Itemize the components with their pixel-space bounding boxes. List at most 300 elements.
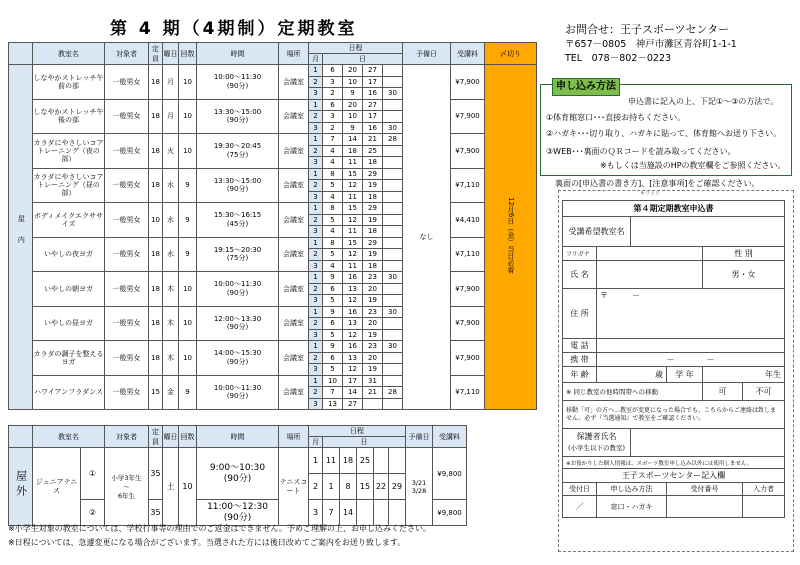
schedule-day: 12 — [343, 249, 363, 261]
schedule-month: 3 — [309, 295, 323, 307]
outdoor-day — [357, 500, 374, 526]
o-header-place: 場所 — [279, 426, 309, 448]
schedule-month: 2 — [309, 214, 323, 226]
schedule-day — [383, 364, 403, 376]
o-header-prep: 予備日 — [406, 426, 433, 448]
header-month: 月 — [309, 54, 323, 65]
outdoor-place: テニスコート — [279, 448, 309, 526]
header-deadline: 〆切り — [485, 43, 537, 65]
schedule-day: 28 — [383, 134, 403, 146]
schedule-day: 31 — [363, 375, 383, 387]
outdoor-cap-1: 35 — [149, 448, 163, 500]
class-fee: ¥7,110 — [451, 237, 485, 272]
class-place: 会議室 — [279, 168, 309, 203]
class-time: 19:15～20:30 (75分) — [197, 237, 279, 272]
header-schedule: 日程 — [309, 43, 403, 54]
form-move-note: 移動「可」の方へ…教室が変更になった場合でも、こちらからご連絡は致しません。必ず『当選通知』で教室をご確認ください。 — [563, 401, 785, 429]
schedule-day: 12 — [343, 364, 363, 376]
schedule-day: 18 — [363, 226, 383, 238]
indoor-label: 屋内 — [9, 65, 33, 410]
schedule-day: 8 — [323, 203, 343, 215]
cut-line-label: キリトリ — [640, 191, 661, 197]
schedule-day: 9 — [323, 272, 343, 284]
outdoor-mark-2: ② — [81, 500, 105, 526]
schedule-day: 4 — [323, 191, 343, 203]
indoor-body — [9, 65, 537, 410]
schedule-day: 6 — [323, 352, 343, 364]
class-fee: ¥7,900 — [451, 272, 485, 307]
class-target: 一般男女 — [105, 168, 149, 203]
o-header-count: 回数 — [179, 426, 197, 448]
outdoor-day: 25 — [357, 448, 374, 474]
class-capacity: 18 — [149, 65, 163, 100]
header-prep: 予備日 — [403, 43, 451, 65]
form-gender-choice[interactable]: 男・女 — [703, 261, 785, 289]
schedule-day — [363, 398, 383, 410]
class-capacity: 18 — [149, 168, 163, 203]
outdoor-mark-1: ① — [81, 448, 105, 500]
schedule-day: 5 — [323, 329, 343, 341]
schedule-day: 20 — [363, 283, 383, 295]
schedule-day: 17 — [363, 76, 383, 88]
apply-method-3-note: ※もしくは当施設のHPの教室欄をご参照ください。 — [600, 161, 786, 170]
form-phone-input[interactable] — [597, 339, 785, 353]
class-sessions: 9 — [179, 237, 197, 272]
class-capacity: 10 — [149, 203, 163, 238]
class-sessions: 10 — [179, 306, 197, 341]
class-name: ハワイアンフラダンス — [33, 375, 105, 410]
schedule-day: 23 — [363, 272, 383, 284]
class-name: ボディメイクエクササイズ — [33, 203, 105, 238]
class-time: 12:00～13:30 (90分) — [197, 306, 279, 341]
form-guardian-label: 保護者氏名 (小学生以下の教室) — [563, 429, 631, 457]
schedule-day: 4 — [323, 226, 343, 238]
contact-address: 〒657－0805 神戸市灘区青谷町1-1-1 — [565, 38, 737, 50]
class-target: 一般男女 — [105, 99, 149, 134]
form-name-input[interactable] — [597, 261, 703, 289]
footnote-2: ※日程については、急遽変更になる場合がございます。当選された方には後日改めてご案内をお送り致します。 — [8, 538, 406, 547]
class-name: いやしの昼ヨガ — [33, 306, 105, 341]
schedule-day: 16 — [343, 306, 363, 318]
schedule-day: 13 — [343, 318, 363, 330]
schedule-day — [383, 99, 403, 111]
schedule-day — [383, 295, 403, 307]
form-grade-input[interactable]: 年生 — [703, 367, 785, 383]
outdoor-dow: 土 — [163, 448, 179, 526]
schedule-day: 12 — [343, 180, 363, 192]
schedule-day: 6 — [323, 99, 343, 111]
schedule-day: 23 — [363, 341, 383, 353]
schedule-day — [383, 283, 403, 295]
schedule-day — [383, 180, 403, 192]
schedule-day — [383, 76, 403, 88]
schedule-month: 3 — [309, 260, 323, 272]
class-weekday: 水 — [163, 168, 179, 203]
class-sessions: 10 — [179, 272, 197, 307]
apply-method-3: ③WEB･･･裏面のＱＲコードを読み取ってください。 — [546, 147, 736, 156]
class-place: 会議室 — [279, 65, 309, 100]
outdoor-month-2: 2 — [309, 474, 323, 500]
class-weekday: 木 — [163, 306, 179, 341]
form-privacy-note: ※お預かりした個人情報は、スポーツ教室申し込み以外には使用しません。 — [563, 457, 785, 469]
class-place: 会議室 — [279, 99, 309, 134]
schedule-month: 1 — [309, 272, 323, 284]
indoor-schedule-table — [8, 42, 537, 410]
class-sessions: 10 — [179, 65, 197, 100]
schedule-month: 1 — [309, 306, 323, 318]
form-move-label: ※ 同じ教室の他時間帯への移動 — [563, 383, 703, 401]
class-fee: ¥7,900 — [451, 134, 485, 169]
form-move-ng[interactable]: 不可 — [743, 383, 785, 401]
schedule-day: 27 — [363, 99, 383, 111]
class-place: 会議室 — [279, 341, 309, 376]
schedule-day: 11 — [343, 191, 363, 203]
form-mobile-input[interactable]: － － — [597, 353, 785, 367]
schedule-month: 3 — [309, 122, 323, 134]
outdoor-count: 10 — [179, 448, 197, 526]
schedule-day: 28 — [383, 387, 403, 399]
class-capacity: 18 — [149, 272, 163, 307]
form-class-input[interactable] — [631, 217, 785, 247]
schedule-day: 9 — [323, 306, 343, 318]
schedule-month: 2 — [309, 318, 323, 330]
outdoor-class-name: ジュニアテニス — [33, 448, 81, 526]
class-place: 会議室 — [279, 237, 309, 272]
schedule-month: 2 — [309, 283, 323, 295]
class-place: 会議室 — [279, 203, 309, 238]
form-age-label: 年 齢 — [563, 367, 597, 383]
schedule-month: 3 — [309, 226, 323, 238]
schedule-month: 3 — [309, 329, 323, 341]
header-area-blank — [9, 43, 33, 65]
schedule-day: 21 — [363, 387, 383, 399]
schedule-day: 12 — [343, 295, 363, 307]
schedule-day: 12 — [343, 329, 363, 341]
schedule-day: 19 — [363, 329, 383, 341]
outdoor-day — [374, 448, 389, 474]
outdoor-fee-2: ¥9,800 — [433, 500, 467, 526]
header-target: 対象者 — [105, 43, 149, 65]
schedule-day: 5 — [323, 214, 343, 226]
form-furigana-input[interactable] — [597, 247, 703, 261]
class-name: しなやかストレッチ午後の部 — [33, 99, 105, 134]
class-weekday: 水 — [163, 237, 179, 272]
page-title: 第 4 期（4期制）定期教室 — [110, 19, 358, 39]
class-sessions: 10 — [179, 134, 197, 169]
class-name: いやしの夜ヨガ — [33, 237, 105, 272]
schedule-day — [383, 249, 403, 261]
outdoor-day — [389, 500, 406, 526]
schedule-day: 15 — [343, 203, 363, 215]
class-weekday: 月 — [163, 65, 179, 100]
application-form — [562, 200, 785, 518]
class-fee: ¥7,900 — [451, 306, 485, 341]
schedule-day: 20 — [363, 352, 383, 364]
class-target: 一般男女 — [105, 203, 149, 238]
schedule-day: 4 — [323, 145, 343, 157]
header-fee: 受講料 — [451, 43, 485, 65]
class-weekday: 木 — [163, 272, 179, 307]
schedule-day: 15 — [343, 237, 363, 249]
form-staff-cell — [743, 496, 785, 518]
schedule-day: 21 — [363, 134, 383, 146]
o-header-schedule: 日程 — [309, 426, 406, 437]
schedule-day: 30 — [383, 122, 403, 134]
o-header-target: 対象者 — [105, 426, 149, 448]
schedule-day: 30 — [383, 272, 403, 284]
form-gender-label: 性 別 — [703, 247, 785, 261]
outdoor-day: 11 — [323, 448, 340, 474]
schedule-day — [383, 145, 403, 157]
outdoor-cap-2: 35 — [149, 500, 163, 526]
class-weekday: 火 — [163, 134, 179, 169]
schedule-day: 27 — [363, 65, 383, 77]
class-place: 会議室 — [279, 134, 309, 169]
schedule-month: 2 — [309, 145, 323, 157]
o-header-cap: 定員 — [149, 426, 163, 448]
schedule-day — [383, 318, 403, 330]
header-cap: 定員 — [149, 43, 163, 65]
class-target: 一般男女 — [105, 134, 149, 169]
schedule-day: 4 — [323, 260, 343, 272]
class-capacity: 15 — [149, 375, 163, 410]
outdoor-day: 1 — [323, 474, 340, 500]
schedule-day: 16 — [363, 122, 383, 134]
schedule-day — [383, 157, 403, 169]
schedule-month: 3 — [309, 191, 323, 203]
schedule-month: 3 — [309, 88, 323, 100]
o-header-time: 時間 — [197, 426, 279, 448]
schedule-day — [383, 203, 403, 215]
schedule-day: 18 — [363, 157, 383, 169]
form-h-method: 申し込み方法 — [597, 483, 667, 496]
form-furigana-label: フリガナ — [563, 247, 597, 261]
schedule-day: 20 — [343, 65, 363, 77]
class-time: 10:00～11:30 (90分) — [197, 375, 279, 410]
outdoor-schedule-table — [8, 425, 537, 526]
outdoor-day — [389, 448, 406, 474]
class-fee: ¥7,900 — [451, 99, 485, 134]
class-target: 一般男女 — [105, 375, 149, 410]
o-header-month: 月 — [309, 437, 323, 448]
class-fee: ¥4,410 — [451, 203, 485, 238]
schedule-day: 13 — [343, 283, 363, 295]
schedule-month: 1 — [309, 203, 323, 215]
schedule-month: 1 — [309, 134, 323, 146]
apply-method-2: ②ハガキ･･･切り取り、ハガキに貼って、体育館へお送り下さい。 — [546, 129, 782, 138]
schedule-day: 29 — [363, 203, 383, 215]
schedule-day: 3 — [323, 76, 343, 88]
schedule-day — [383, 226, 403, 238]
schedule-day: 11 — [343, 260, 363, 272]
schedule-day: 5 — [323, 295, 343, 307]
schedule-day: 14 — [343, 134, 363, 146]
schedule-month: 1 — [309, 168, 323, 180]
schedule-day — [383, 168, 403, 180]
class-sessions: 10 — [179, 99, 197, 134]
schedule-day — [383, 237, 403, 249]
class-capacity: 18 — [149, 134, 163, 169]
schedule-day: 6 — [323, 318, 343, 330]
outdoor-day: 8 — [340, 474, 357, 500]
header-place: 場所 — [279, 43, 309, 65]
class-sessions: 9 — [179, 203, 197, 238]
schedule-day: 2 — [323, 122, 343, 134]
header-time: 時間 — [197, 43, 279, 65]
o-header-blank — [9, 426, 33, 448]
form-class-label: 受講希望教室名 — [563, 217, 631, 247]
schedule-day: 13 — [343, 352, 363, 364]
schedule-day: 5 — [323, 180, 343, 192]
header-class: 教室名 — [33, 43, 105, 65]
schedule-day — [383, 111, 403, 123]
class-time: 13:30～15:00 (90分) — [197, 99, 279, 134]
schedule-day: 13 — [323, 398, 343, 410]
schedule-day: 2 — [323, 88, 343, 100]
schedule-day: 8 — [323, 168, 343, 180]
schedule-month: 3 — [309, 364, 323, 376]
schedule-day: 9 — [343, 122, 363, 134]
class-weekday: 木 — [163, 341, 179, 376]
form-h-staff: 入力者 — [743, 483, 785, 496]
o-header-fee: 受講料 — [433, 426, 467, 448]
form-staff-title: 王子スポーツセンター記入欄 — [563, 469, 785, 483]
schedule-day — [383, 375, 403, 387]
apply-intro: 申込書に記入の上、下記①～③の方法で。 — [628, 97, 779, 106]
class-target: 一般男女 — [105, 65, 149, 100]
class-place: 会議室 — [279, 272, 309, 307]
schedule-day: 30 — [383, 341, 403, 353]
schedule-month: 1 — [309, 375, 323, 387]
schedule-month: 2 — [309, 180, 323, 192]
schedule-day — [383, 260, 403, 272]
form-age-input[interactable]: 歳 — [597, 367, 667, 383]
class-target: 一般男女 — [105, 306, 149, 341]
form-h-date: 受付日 — [563, 483, 597, 496]
outdoor-day: 14 — [340, 500, 357, 526]
schedule-day — [383, 398, 403, 410]
form-move-ok[interactable]: 可 — [703, 383, 743, 401]
schedule-day — [383, 65, 403, 77]
schedule-month: 2 — [309, 249, 323, 261]
form-address-label: 住 所 — [563, 289, 597, 339]
form-address-input[interactable] — [597, 289, 785, 339]
schedule-day: 10 — [343, 76, 363, 88]
class-weekday: 月 — [163, 99, 179, 134]
class-weekday: 水 — [163, 203, 179, 238]
schedule-day: 29 — [363, 237, 383, 249]
class-fee: ¥7,110 — [451, 168, 485, 203]
schedule-day: 23 — [363, 306, 383, 318]
class-place: 会議室 — [279, 375, 309, 410]
class-target: 一般男女 — [105, 237, 149, 272]
class-name: しなやかストレッチ午前の部 — [33, 65, 105, 100]
schedule-day: 19 — [363, 249, 383, 261]
class-capacity: 18 — [149, 99, 163, 134]
schedule-day: 19 — [363, 364, 383, 376]
class-time: 15:30～16:15 (45分) — [197, 203, 279, 238]
schedule-day: 10 — [343, 111, 363, 123]
class-sessions: 9 — [179, 168, 197, 203]
apply-method-1: ①体育館窓口･･･直接お持ちください。 — [546, 113, 686, 122]
schedule-day — [383, 214, 403, 226]
schedule-day: 6 — [323, 65, 343, 77]
schedule-month: 3 — [309, 398, 323, 410]
schedule-day: 25 — [363, 145, 383, 157]
schedule-month: 3 — [309, 157, 323, 169]
class-fee: ¥7,900 — [451, 65, 485, 100]
schedule-day: 19 — [363, 214, 383, 226]
apply-method-label: 申し込み方法 — [552, 78, 620, 96]
class-time: 19:30～20:45 (75分) — [197, 134, 279, 169]
header-count: 回数 — [179, 43, 197, 65]
prep-day-none: なし — [403, 65, 451, 410]
schedule-day: 17 — [343, 375, 363, 387]
schedule-day: 11 — [343, 157, 363, 169]
schedule-day: 9 — [323, 341, 343, 353]
form-mobile-label: 携 帯 — [563, 353, 597, 367]
schedule-day: 30 — [383, 306, 403, 318]
outdoor-month-1: 1 — [309, 448, 323, 474]
schedule-day: 3 — [323, 111, 343, 123]
schedule-day: 20 — [363, 318, 383, 330]
o-header-class: 教室名 — [33, 426, 105, 448]
class-target: 一般男女 — [105, 272, 149, 307]
schedule-day — [383, 352, 403, 364]
schedule-day: 7 — [323, 387, 343, 399]
class-time: 13:30～15:00 (90分) — [197, 168, 279, 203]
outdoor-month-3: 3 — [309, 500, 323, 526]
outdoor-time-2: 11:00～12:30 (90分) — [197, 500, 279, 526]
outdoor-day — [374, 500, 389, 526]
schedule-day: 9 — [343, 88, 363, 100]
schedule-month: 2 — [309, 352, 323, 364]
schedule-day: 16 — [363, 88, 383, 100]
class-capacity: 18 — [149, 306, 163, 341]
schedule-day: 10 — [323, 375, 343, 387]
schedule-day: 5 — [323, 364, 343, 376]
class-capacity: 18 — [149, 341, 163, 376]
schedule-day: 16 — [343, 341, 363, 353]
class-name: カラダにやさしいコアトレーニング（昼の部） — [33, 168, 105, 203]
class-time: 10:00～11:30 (90分) — [197, 272, 279, 307]
class-place: 会議室 — [279, 306, 309, 341]
class-fee: ¥7,900 — [451, 341, 485, 376]
class-target: 一般男女 — [105, 341, 149, 376]
schedule-day: 15 — [343, 168, 363, 180]
contact-heading: お問合せ：王子スポーツセンター — [565, 23, 730, 36]
form-method-cell: 窓口・ハガキ — [597, 496, 667, 518]
class-capacity: 18 — [149, 237, 163, 272]
contact-tel: TEL 078－802－0223 — [565, 52, 672, 64]
outdoor-day: 22 — [374, 474, 389, 500]
class-name: カラダにやさしいコアトレーニング（夜の部） — [33, 134, 105, 169]
class-sessions: 10 — [179, 341, 197, 376]
schedule-day: 18 — [343, 145, 363, 157]
outdoor-day: 7 — [323, 500, 340, 526]
form-postal: 〒 － — [600, 291, 640, 300]
schedule-day: 17 — [363, 111, 383, 123]
outdoor-fee-1: ¥9,800 — [433, 448, 467, 500]
schedule-month: 1 — [309, 237, 323, 249]
form-guardian-input[interactable] — [631, 429, 785, 457]
form-date-cell: ／ — [563, 496, 597, 518]
class-name: カラダの調子を整えるヨガ — [33, 341, 105, 376]
form-name-label: 氏 名 — [563, 261, 597, 289]
outdoor-prep: 3/21 3/28 — [406, 448, 433, 526]
schedule-day: 30 — [383, 88, 403, 100]
footnote-1: ※小学生対象の教室については、学校行事等の理由でのご返金はできません。予めご理解の上、お申し込みください。 — [8, 524, 432, 533]
